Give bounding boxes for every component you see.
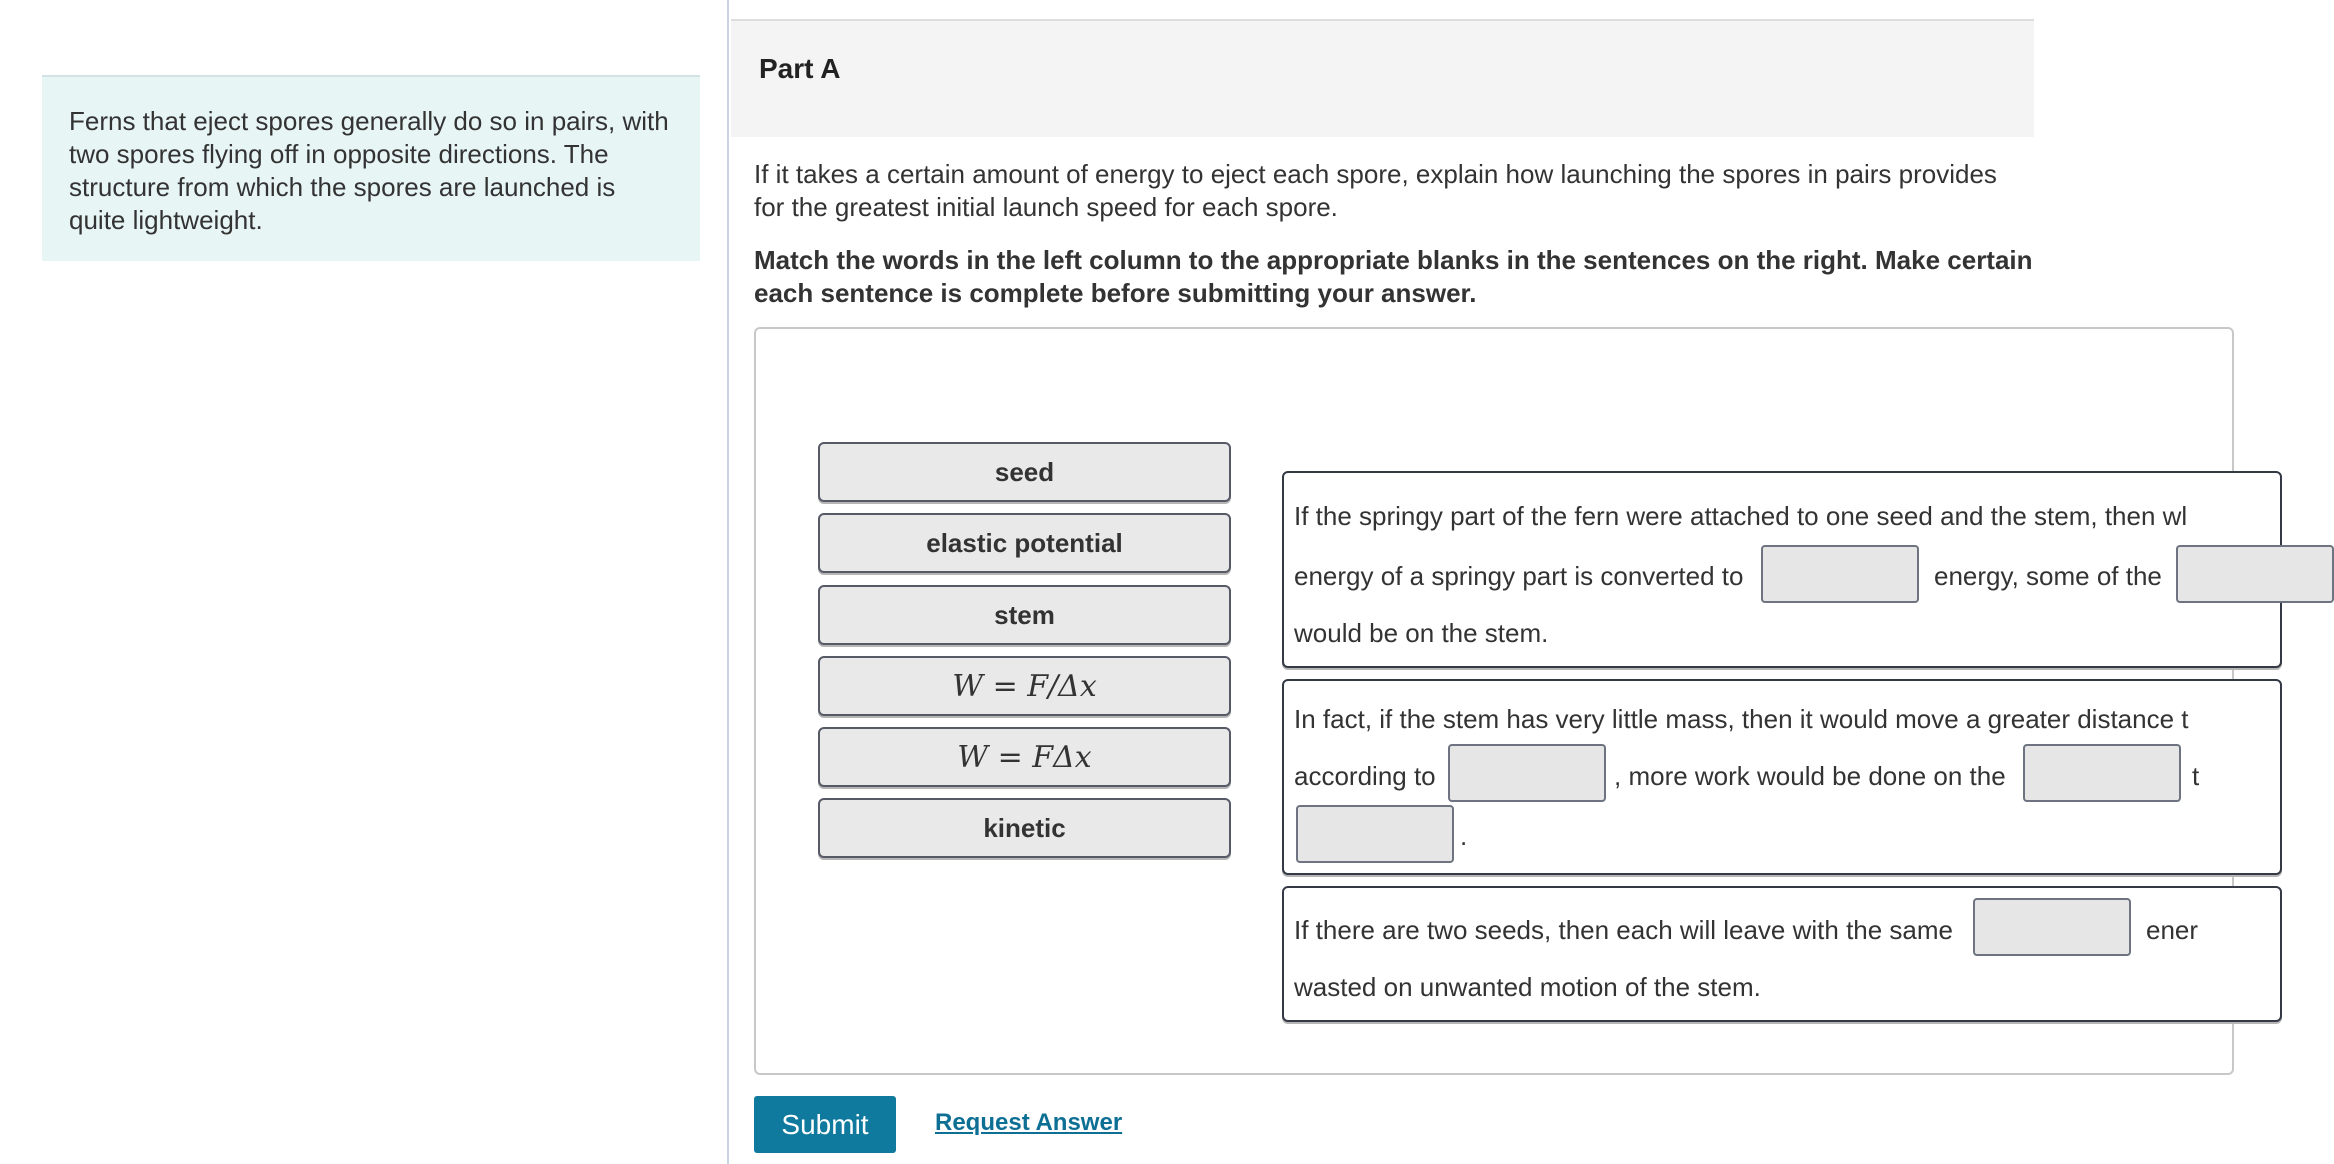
question-text: If it takes a certain amount of energy to eject each spore, explain how launching the spores in pairs provides for the greatest initial launch speed for each spore. (754, 159, 1997, 222)
intro-panel (42, 75, 700, 261)
label-tile-stem[interactable]: stem (818, 585, 1231, 645)
sentence-2-line-1: In fact, if the stem has very little mass, then it would move a greater distance t (1294, 704, 2189, 734)
drop-blank-2a[interactable] (1448, 744, 1606, 802)
sentence-1-line-2-mid: energy, some of the (1934, 561, 2162, 591)
sentence-3 (1282, 886, 2282, 1022)
drop-blank-1b[interactable] (2176, 545, 2334, 603)
sentence-3-line-2: wasted on unwanted motion of the stem. (1294, 972, 1761, 1002)
part-header (731, 19, 2034, 137)
drop-blank-2c[interactable] (1296, 805, 1454, 863)
submit-button[interactable]: Submit (754, 1096, 896, 1153)
sentence-2 (1282, 679, 2282, 875)
label-tile-elastic-potential[interactable]: elastic potential (818, 513, 1231, 573)
sentence-1 (1282, 471, 2282, 668)
request-answer-link[interactable]: Request Answer (935, 1109, 1123, 1136)
label-tile-seed[interactable]: seed (818, 442, 1231, 502)
intro-text: Ferns that eject spores generally do so in pairs, with two spores flying off in opposite directions. The structure from which the spores are launched is quite lightweight. (69, 106, 669, 235)
sentence-1-line-3: would be on the stem. (1294, 618, 1549, 648)
sentence-1-line-1: If the springy part of the fern were attached to one seed and the stem, then wl (1294, 501, 2188, 531)
sentence-2-line-3: . (1460, 821, 1468, 851)
part-title: Part A (759, 53, 841, 84)
drop-blank-1a[interactable] (1761, 545, 1919, 603)
column-divider (727, 0, 729, 1164)
sentence-1-line-2-start: energy of a springy part is converted to (1294, 561, 1744, 591)
label-tile-work-divide[interactable]: W = F/Δx (818, 656, 1231, 716)
sentence-3-line-1-start: If there are two seeds, then each will leave with the same (1294, 915, 1954, 945)
label-tile-kinetic[interactable]: kinetic (818, 798, 1231, 858)
label-tile-work-multiply[interactable]: W = FΔx (818, 727, 1231, 787)
drop-blank-2b[interactable] (2023, 744, 2181, 802)
sentence-3-line-1-end: ener (2146, 915, 2199, 945)
instruction-text: Match the words in the left column to the appropriate blanks in the sentences on the right. Make certain each sentence is complete before submitting your answer. (754, 245, 2033, 308)
sentence-2-line-2-mid: , more work would be done on the (1614, 761, 2006, 791)
sentence-2-line-2-end: t (2192, 761, 2200, 791)
sentence-2-line-2-start: according to (1294, 761, 1436, 791)
drop-blank-3a[interactable] (1973, 898, 2131, 956)
